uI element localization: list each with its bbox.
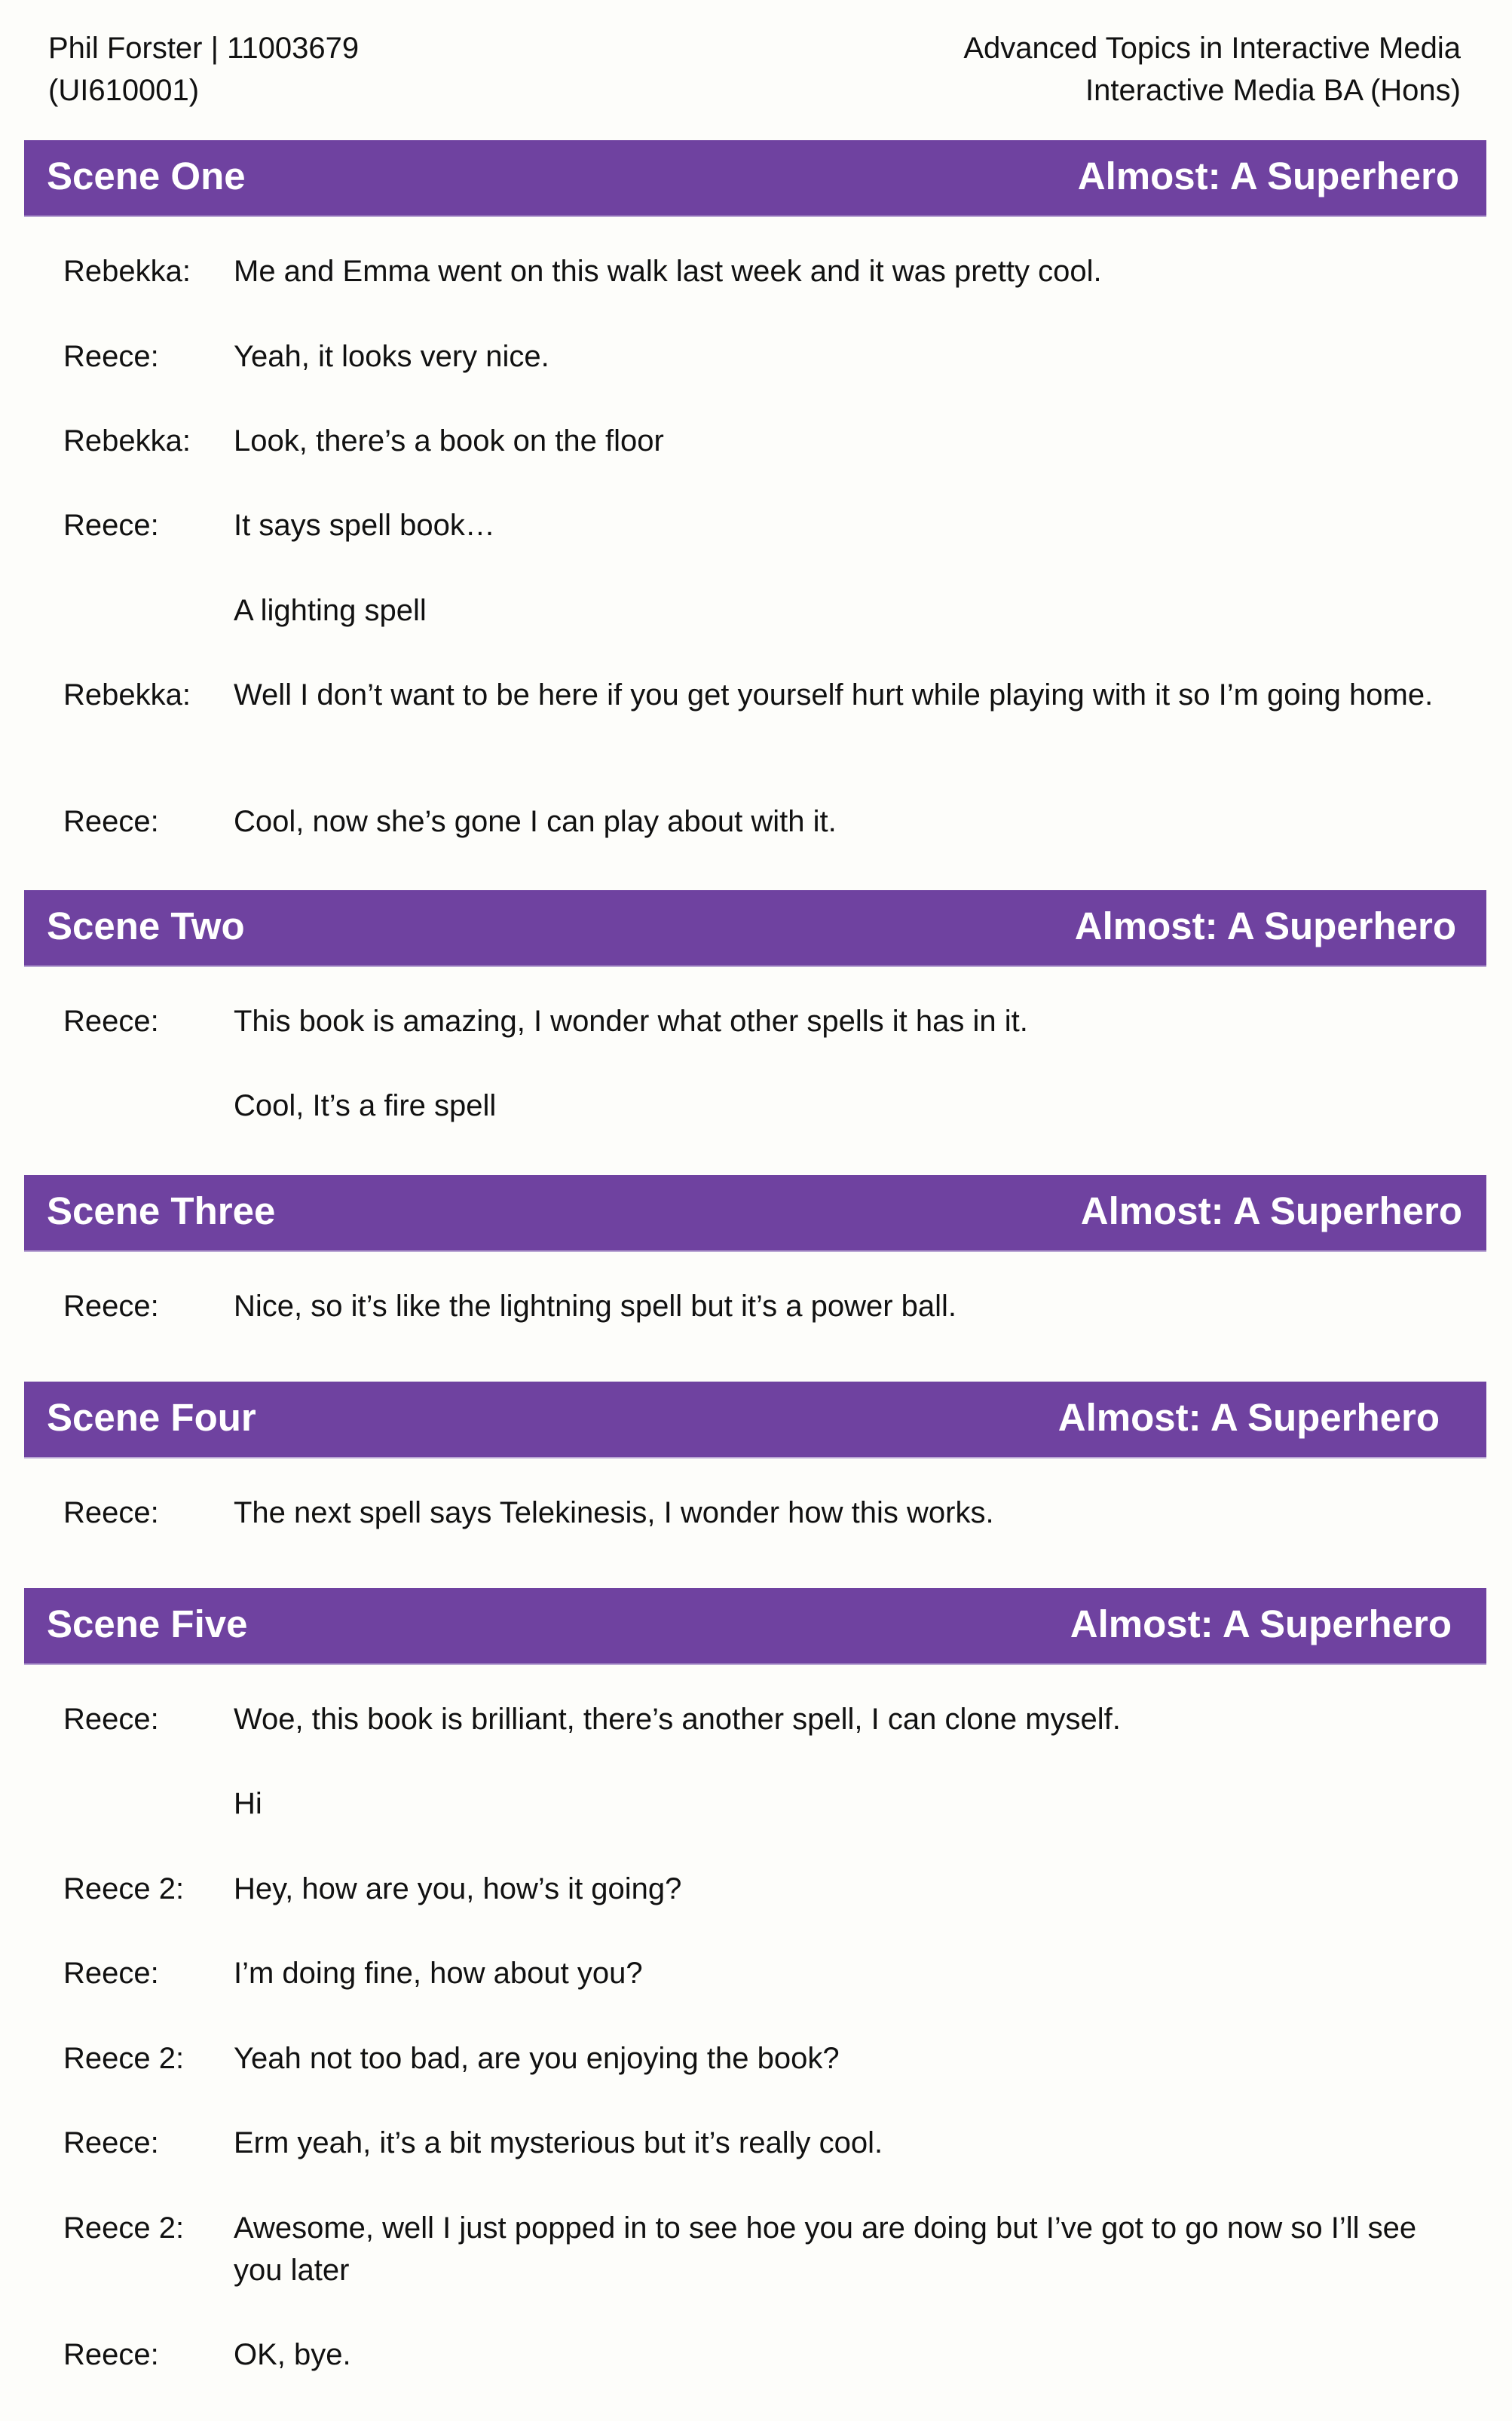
scene-banner: [24, 1175, 1486, 1252]
play-title: Almost: A Superhero: [1077, 155, 1459, 197]
speech-text: Yeah, it looks very nice.: [234, 340, 549, 373]
scene-title: Scene One: [47, 155, 246, 197]
speaker-name: Reece:: [63, 2126, 159, 2159]
speech-text: I’m doing fine, how about you?: [234, 1957, 643, 1990]
speech-text: OK, bye.: [234, 2338, 351, 2371]
speaker-name: Reece:: [63, 1957, 159, 1990]
play-title: Almost: A Superhero: [1074, 904, 1456, 947]
module-title: Advanced Topics in Interactive Media: [963, 32, 1461, 65]
speech-text: Cool, It’s a fire spell: [234, 1089, 497, 1122]
scene-title: Scene Five: [47, 1602, 248, 1645]
course-title: Interactive Media BA (Hons): [1085, 74, 1461, 107]
speaker-name: Reece:: [63, 509, 159, 542]
speaker-name: Rebekka:: [63, 255, 191, 288]
scene-title: Scene Four: [47, 1396, 256, 1439]
speech-text: Yeah not too bad, are you enjoying the book?: [234, 2042, 840, 2075]
page-header: [48, 27, 1461, 110]
scene-one: [24, 140, 1486, 838]
speech-text: It says spell book…: [234, 509, 495, 542]
speaker-name: Reece 2:: [63, 2042, 185, 2075]
speech-text: This book is amazing, I wonder what other spells it has in it.: [234, 1005, 1028, 1038]
speech-text: Well I don’t want to be here if you get yourself hurt while playing with it so I’m going home.: [234, 678, 1434, 712]
scene-three: [24, 1175, 1486, 1323]
speech-text: Me and Emma went on this walk last week and it was pretty cool.: [234, 255, 1102, 288]
speech-text: Cool, now she’s gone I can play about with it.: [234, 805, 837, 838]
speech-text: Hey, how are you, how’s it going?: [234, 1872, 682, 1905]
speech-text: A lighting spell: [234, 594, 427, 627]
speaker-name: Reece:: [63, 805, 159, 838]
author-name-id: Phil Forster | 11003679: [48, 32, 360, 65]
scene-banner: [24, 1588, 1486, 1665]
scene-title: Scene Three: [47, 1189, 276, 1232]
scene-four: [24, 1382, 1486, 1529]
speaker-name: Reece:: [63, 2338, 159, 2371]
play-title: Almost: A Superhero: [1057, 1396, 1440, 1439]
speech-text: Look, there’s a book on the floor: [234, 424, 664, 458]
speaker-name: Reece:: [63, 1290, 159, 1323]
play-title: Almost: A Superhero: [1070, 1602, 1452, 1645]
speaker-name: Reece:: [63, 340, 159, 373]
scene-banner: [24, 1382, 1486, 1458]
scene-banner: [24, 890, 1486, 967]
speech-text: Woe, this book is brilliant, there’s another spell, I can clone myself.: [234, 1703, 1121, 1736]
play-title: Almost: A Superhero: [1080, 1189, 1462, 1232]
speech-text: Awesome, well I just popped in to see hoe you are doing but I’ve got to go now so I’ll see you later: [234, 2211, 1417, 2287]
speech-text: Nice, so it’s like the lightning spell but it’s a power ball.: [234, 1290, 957, 1323]
scene-banner: [24, 140, 1486, 217]
speech-text: The next spell says Telekinesis, I wonder how this works.: [234, 1496, 994, 1529]
scene-title: Scene Two: [47, 904, 245, 947]
course-block: [963, 27, 1461, 112]
speaker-name: Reece:: [63, 1496, 159, 1529]
scene-two: [24, 890, 1486, 1122]
speech-text: Erm yeah, it’s a bit mysterious but it’s really cool.: [234, 2126, 883, 2159]
speaker-name: Rebekka:: [63, 424, 191, 458]
speaker-name: Reece:: [63, 1005, 159, 1038]
speaker-name: Reece 2:: [63, 1872, 185, 1905]
speaker-name: Reece 2:: [63, 2211, 185, 2245]
speech-text: Hi: [234, 1787, 262, 1820]
speaker-name: Reece:: [63, 1703, 159, 1736]
author-block: [48, 27, 359, 112]
module-code: (UI610001): [48, 74, 200, 107]
scene-five: [24, 1588, 1486, 2371]
speaker-name: Rebekka:: [63, 678, 191, 712]
